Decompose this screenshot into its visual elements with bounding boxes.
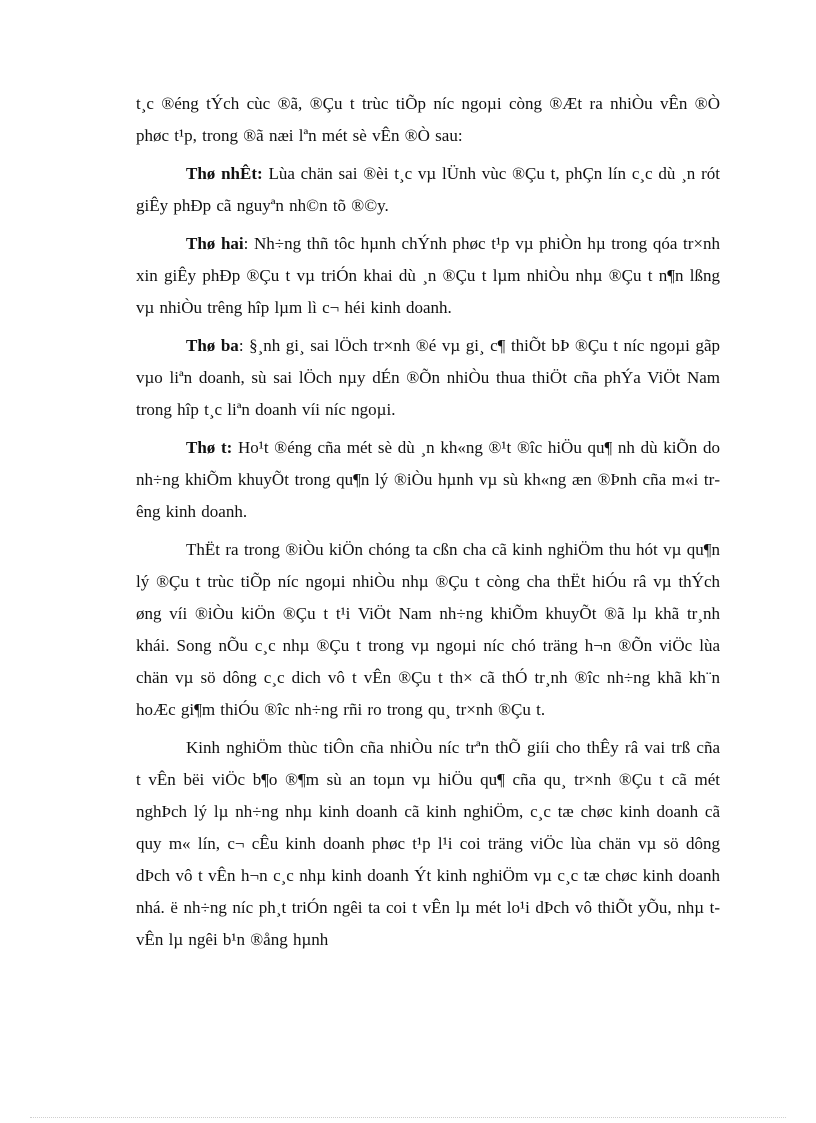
- paragraph-2: [136, 158, 720, 222]
- paragraph-4: [136, 330, 720, 426]
- paragraph-text: Lùa chän sai ®èi t¸c vµ lÜnh vùc ®Çu t, phÇn lín c¸c dù ¸n rót giÊy phÐp cã nguyªn nh©n tõ ®©y.: [136, 164, 720, 215]
- paragraph-6: [136, 534, 720, 726]
- paragraph-text: ThËt ra trong ®iÒu kiÖn chóng ta cßn cha cã kinh nghiÖm thu hót vµ qu¶n lý ®Çu t trùc tiÕp níc ngoµi nhiÒu nhµ ®Çu t còng cha thËt hiÓu râ vµ thÝch øng víi ®iÒu kiÖn ®Çu t t¹i ViÖt Nam nh÷ng khiÕm khuyÕt ®ã lµ khã tr¸nh khái. Song nÕu c¸c nhµ ®Çu t trong vµ ngoµi níc chó träng h¬n ®Õn viÖc lùa chän vµ sö dông c¸c dich vô t vÊn ®Çu t th× cã thÓ tr¸nh ®îc nh÷ng khã kh¨n hoÆc gi¶m thiÓu ®îc nh÷ng rñi ro trong qu¸ tr×nh ®Çu t.: [136, 540, 720, 719]
- paragraph-1: [136, 88, 720, 152]
- paragraph-text: Ho¹t ®éng cña mét sè dù ¸n kh«ng ®¹t ®îc hiÖu qu¶ nh dù kiÕn do nh÷ng khiÕm khuyÕt trong qu¶n lý ®iÒu hµnh vµ sù kh«ng æn ®Þnh cña m«i trêng kinh doanh.: [136, 438, 720, 521]
- paragraph-text: : §¸nh gi¸ sai lÖch tr×nh ®é vµ gi¸ c¶ thiÕt bÞ ®Çu t níc ngoµi gãp vµo liªn doanh, sù sai lÖch nµy dÉn ®Õn nhiÒu thua thiÖt cña phÝa ViÖt Nam trong hîp t¸c liªn doanh víi níc ngoµi.: [136, 336, 720, 419]
- paragraph-lead: Thø t:: [186, 438, 233, 457]
- document-page: [136, 88, 720, 962]
- page-bottom-rule: [30, 1117, 786, 1118]
- paragraph-7: [136, 732, 720, 956]
- paragraph-text: Kinh nghiÖm thùc tiÔn cña nhiÒu níc trªn thÕ giíi cho thÊy râ vai trß cña t vÊn bëi viÖc b¶o ®¶m sù an toµn vµ hiÖu qu¶ cña qu¸ tr×nh ®Çu t cã mét nghÞch lý lµ nh÷ng nhµ kinh doanh cã kinh nghiÖm, c¸c tæ chøc kinh doanh cã quy m« lín, c¬ cÊu kinh doanh phøc t¹p l¹i coi träng viÖc lùa chän vµ sö dông dÞch vô t vÊn h¬n c¸c nhµ kinh doanh Ýt kinh nghiÖm vµ c¸c tæ chøc kinh doanh nhá. ë nh÷ng níc ph¸t triÓn ngêi ta coi t vÊn lµ mét lo¹i dÞch vô thiÕt yÕu, nhµ t vÊn lµ ngêi b¹n ®ång hµnh: [136, 738, 720, 949]
- paragraph-lead: Thø nhÊt:: [186, 164, 263, 183]
- paragraph-5: [136, 432, 720, 528]
- paragraph-3: [136, 228, 720, 324]
- paragraph-text: t¸c ®éng tÝch cùc ®ã, ®Çu t trùc tiÕp níc ngoµi còng ®Æt ra nhiÒu vÊn ®Ò phøc t¹p, trong ®ã næi lªn mét sè vÊn ®Ò sau:: [136, 94, 720, 145]
- paragraph-lead: Thø hai: [186, 234, 244, 253]
- paragraph-text: : Nh÷ng thñ tôc hµnh chÝnh phøc t¹p vµ phiÒn hµ trong qóa tr×nh xin giÊy phÐp ®Çu t vµ triÓn khai dù ¸n ®Çu t lµm nhiÒu nhµ ®Çu t n¶n lßng vµ nhiÒu trêng hîp lµm lì c¬ héi kinh doanh.: [136, 234, 720, 317]
- paragraph-lead: Thø ba: [186, 336, 239, 355]
